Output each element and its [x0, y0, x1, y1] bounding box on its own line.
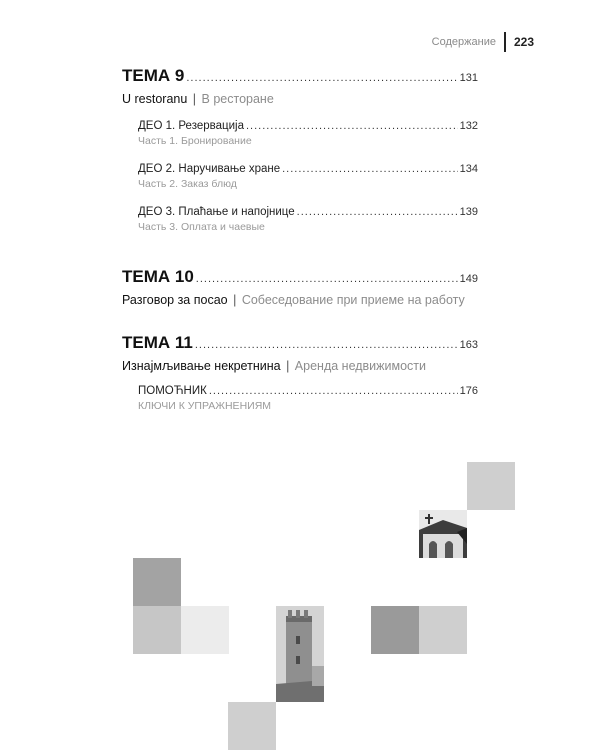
theme-subtitle: [122, 293, 478, 307]
parts-list: [138, 120, 478, 233]
leader-dots: [186, 72, 457, 84]
part-page: 132: [459, 120, 478, 132]
decorative-square: [133, 558, 181, 606]
subtitle-local: U restoranu: [122, 92, 188, 106]
subtitle-separator: |: [286, 359, 290, 373]
part-entry[interactable]: [138, 206, 478, 233]
part-entry[interactable]: [138, 163, 478, 190]
page-header: [432, 32, 534, 52]
parts-list: [138, 385, 478, 412]
part-ru-label: Часть 1. Бронирование: [138, 135, 252, 147]
decorative-square: [419, 606, 467, 654]
tower-photo: [276, 606, 324, 702]
subtitle-local: Разговор за посао: [122, 293, 228, 307]
appendix-page: 176: [459, 385, 478, 397]
theme-page: 149: [459, 273, 478, 285]
subtitle-local: Изнајмљивање некретнина: [122, 359, 281, 373]
decorative-square: [133, 606, 181, 654]
theme-entry-11[interactable]: [122, 333, 478, 412]
part-ru-label: Часть 2. Заказ блюд: [138, 178, 237, 190]
subtitle-ru: В ресторане: [201, 92, 274, 106]
header-divider: [504, 32, 506, 52]
part-page: 134: [459, 163, 478, 175]
part-label: ДЕО 3. Плаћање и напојнице: [138, 206, 295, 218]
theme-entry-10[interactable]: [122, 267, 478, 307]
leader-dots: [209, 385, 458, 397]
decorative-square: [228, 702, 276, 750]
leader-dots: [196, 273, 458, 285]
subtitle-ru: Собеседование при приеме на работу: [241, 293, 465, 307]
appendix-label: ПОМОЋНИК: [138, 385, 207, 397]
appendix-entry[interactable]: [138, 385, 478, 412]
appendix-ru-label: КЛЮЧИ К УПРАЖНЕНИЯМ: [138, 400, 272, 412]
part-label: ДЕО 1. Резервација: [138, 120, 244, 132]
subtitle-separator: |: [192, 92, 197, 106]
table-of-contents: [122, 66, 478, 428]
part-label: ДЕО 2. Наручивање хране: [138, 163, 281, 175]
leader-dots: [246, 120, 458, 132]
leader-dots: [195, 339, 458, 351]
decorative-square: [181, 606, 229, 654]
theme-subtitle: [122, 359, 478, 373]
page-number: 223: [513, 35, 534, 49]
decorative-square: [371, 606, 419, 654]
part-entry[interactable]: [138, 120, 478, 147]
part-page: 139: [459, 206, 478, 218]
theme-title: ТЕМА 11: [122, 333, 193, 352]
leader-dots: [282, 163, 458, 175]
subtitle-separator: |: [233, 293, 237, 307]
subtitle-ru: Аренда недвижимости: [294, 359, 427, 373]
decorative-square: [467, 462, 515, 510]
section-title: Содержание: [431, 36, 496, 48]
theme-page: 163: [459, 339, 478, 351]
theme-entry-9[interactable]: [122, 66, 478, 233]
part-ru-label: Часть 3. Оплата и чаевые: [138, 221, 265, 233]
theme-title: ТЕМА 9: [122, 66, 185, 85]
theme-title: ТЕМА 10: [122, 267, 194, 286]
monastery-photo: [419, 510, 467, 558]
theme-subtitle: [122, 92, 478, 106]
theme-page: 131: [459, 72, 478, 84]
leader-dots: [297, 206, 458, 218]
